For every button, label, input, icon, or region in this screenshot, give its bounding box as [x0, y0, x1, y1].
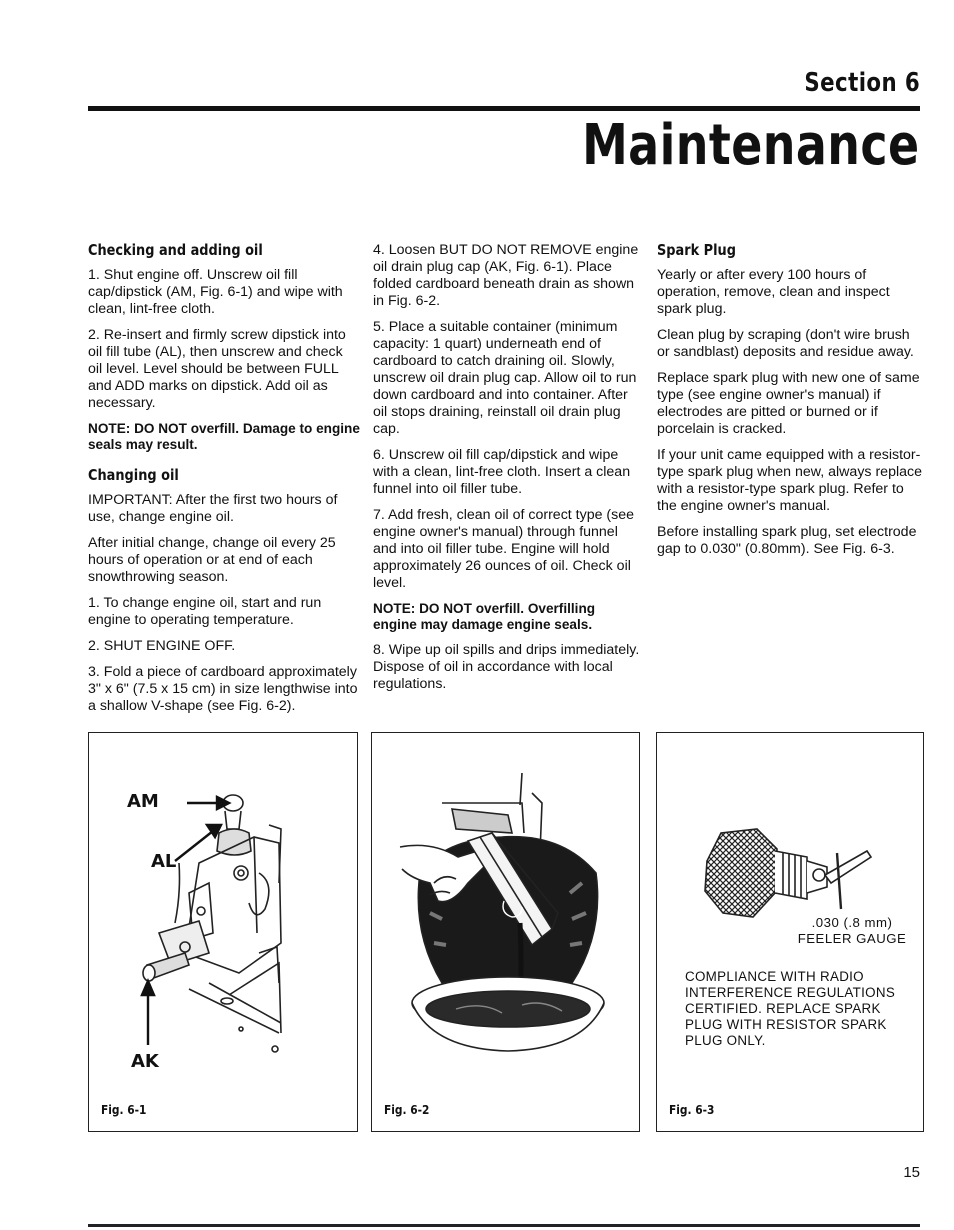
paragraph: 1. Shut engine off. Unscrew oil fill cap/dipstick (AM, Fig. 6-1) and wipe with clean, lint-free cloth.: [88, 267, 343, 317]
heading-changing-oil: Changing oil: [88, 466, 179, 484]
feeler-gauge-label: [777, 915, 927, 947]
paragraph: 6. Unscrew oil fill cap/dipstick and wipe with a clean, lint-free cloth. Insert a clean funnel into oil filler tube.: [373, 447, 631, 497]
paragraph: 5. Place a suitable container (minimum capacity: 1 quart) underneath end of cardboard to catch draining oil. Slowly, unscrew oil drain plug cap. Allow oil to run down cardboard and into container. After oil stops draining, reinstall oil drain plug cap.: [373, 319, 637, 437]
paragraph: Yearly or after every 100 hours of operation, remove, clean and inspect spark plug.: [657, 267, 890, 317]
page-title: Maintenance: [582, 113, 920, 178]
paragraph: If your unit came equipped with a resistor-type spark plug when new, always replace with a resistor-type spark plug. Refer to the engine owner's manual.: [657, 447, 922, 514]
heading-spark-plug: Spark Plug: [657, 241, 736, 259]
note-overfill: NOTE: DO NOT overfill. Damage to engine seals may result.: [88, 421, 360, 452]
figure-6-1: [88, 732, 358, 1132]
paragraph: 2. SHUT ENGINE OFF.: [88, 638, 236, 654]
column-right: [657, 242, 923, 567]
column-middle: [373, 242, 641, 702]
page-number: 15: [903, 1164, 920, 1181]
paragraph: Clean plug by scraping (don't wire brush or sandblast) deposits and residue away.: [657, 327, 914, 360]
paragraph: IMPORTANT: After the first two hours of use, change engine oil.: [88, 492, 338, 525]
callout-ak: AK: [131, 1051, 159, 1072]
paragraph: 1. To change engine oil, start and run engine to operating temperature.: [88, 595, 322, 628]
paragraph: 4. Loosen BUT DO NOT REMOVE engine oil drain plug cap (AK, Fig. 6-1). Place folded cardboard beneath drain as shown in Fig. 6-2.: [373, 242, 639, 309]
note-overfill: NOTE: DO NOT overfill. Overfilling engine may damage engine seals.: [373, 601, 596, 632]
figure-caption: Fig. 6-3: [669, 1102, 715, 1117]
paragraph: 3. Fold a piece of cardboard approximately 3" x 6" (7.5 x 15 cm) in size lengthwise into a shallow V-shape (see Fig. 6-2).: [88, 664, 358, 714]
paragraph: Replace spark plug with new one of same type (see engine owner's manual) if electrodes are pitted or burned or if porcelain is cracked.: [657, 370, 920, 437]
heading-checking-oil: Checking and adding oil: [88, 241, 263, 259]
paragraph: Before installing spark plug, set electrode gap to 0.030" (0.80mm). See Fig. 6-3.: [657, 524, 917, 557]
header-rule: [88, 106, 920, 111]
oil-drain-illustration: [372, 733, 639, 1131]
figure-caption: Fig. 6-1: [101, 1102, 147, 1117]
figure-6-2: [371, 732, 640, 1132]
column-left: [88, 242, 360, 724]
footer-rule: [88, 1224, 920, 1227]
paragraph: 7. Add fresh, clean oil of correct type (see engine owner's manual) through funnel and into oil filler tube. Engine will hold approximately 26 ounces of oil. Check oil level.: [373, 507, 635, 591]
gauge-size: .030 (.8 mm): [811, 915, 893, 930]
paragraph: 2. Re-insert and firmly screw dipstick into oil fill tube (AL), then unscrew and check oil level. Level should be between FULL and ADD marks on dipstick. Add oil as necessary.: [88, 327, 346, 411]
figure-caption: Fig. 6-2: [384, 1102, 430, 1117]
paragraph: 8. Wipe up oil spills and drips immediately. Dispose of oil in accordance with local regulations.: [373, 642, 640, 692]
paragraph: After initial change, change oil every 25 hours of operation or at end of each snowthrowing season.: [88, 535, 336, 585]
section-label: Section 6: [804, 68, 920, 98]
callout-al: AL: [151, 851, 177, 872]
compliance-notice: COMPLIANCE WITH RADIO INTERFERENCE REGULATIONS CERTIFIED. REPLACE SPARK PLUG WITH RESISTOR SPARK PLUG ONLY.: [685, 969, 896, 1048]
callout-am: AM: [127, 791, 159, 812]
gauge-name: FEELER GAUGE: [797, 931, 907, 946]
figure-6-3: [656, 732, 924, 1132]
